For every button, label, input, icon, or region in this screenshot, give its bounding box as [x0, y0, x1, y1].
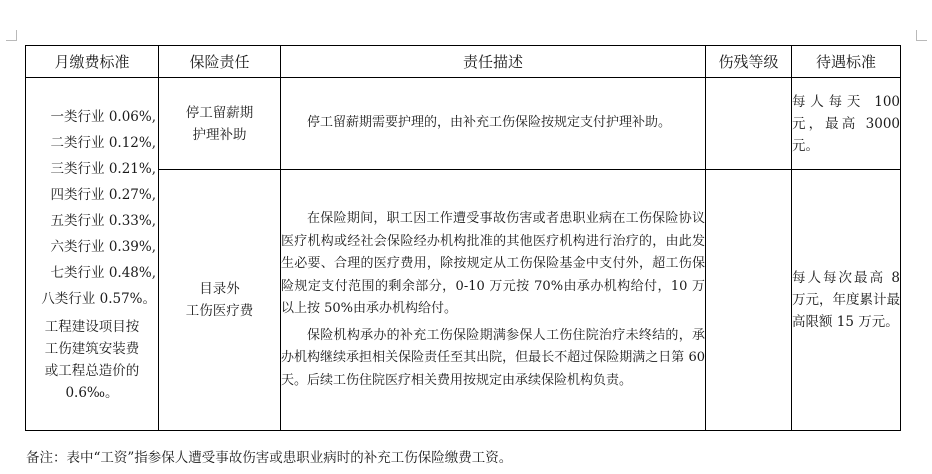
- table-row: [26, 78, 901, 170]
- header-disability-grade: 伤残等级: [706, 46, 792, 78]
- table-header-row: [26, 46, 901, 78]
- footer-note: 备注：表中“工资”指参保人遭受事故伤害或患职业病时的补充工伤保险缴费工资。: [26, 450, 513, 466]
- page-corner-mark-left: [6, 30, 17, 41]
- header-monthly-fee: 月缴费标准: [26, 46, 159, 78]
- insurance-table: [25, 45, 901, 431]
- header-responsibility: 保险责任: [159, 46, 281, 78]
- header-treatment: 待遇标准: [792, 46, 901, 78]
- rate-line: 二类行业 0.12%,: [50, 135, 156, 151]
- rate-line: 七类行业 0.48%,: [50, 265, 156, 281]
- responsibility-cell: 目录外 工伤医疗费: [159, 170, 281, 431]
- description-paragraph: 保险机构承办的补充工伤保险期满参保人工伤住院治疗未终结的，承办机构继续承担相关保险责任至其出院，但最长不超过保险期满之日第 60 天。后续工伤住院医疗相关费用按规定由承续保险机构负责。: [281, 327, 705, 388]
- description-cell: [281, 170, 706, 431]
- rate-line: 一类行业 0.06%,: [50, 109, 156, 125]
- description-text: 停工留薪期需要护理的，由补充工伤保险按规定支付护理补助。: [307, 115, 672, 131]
- treatment-cell: 每人每次最高 8 万元，年度累计最高限额 15 万元。: [792, 170, 901, 431]
- description-cell: [281, 78, 706, 170]
- disability-grade-cell: [706, 78, 792, 170]
- disability-grade-cell: [706, 170, 792, 431]
- monthly-fee-cell: [26, 78, 159, 431]
- rate-line: 六类行业 0.39%,: [50, 239, 156, 255]
- rate-line: 三类行业 0.21%,: [50, 161, 156, 177]
- rate-line: 四类行业 0.27%,: [50, 187, 156, 203]
- description-paragraph: 在保险期间，职工因工作遭受事故伤害或者患职业病在工伤保险协议医疗机构或经社会保险经办机构批准的其他医疗机构进行治疗的，由此发生必要、合理的医疗费用，除按规定从工伤保险基金中支付外，超工伤保险规定支付范围的剩余部分，0-10 万元按 70%由承办机构给付，10 万以上按 50%由承办机构给付。: [281, 211, 705, 316]
- header-description: 责任描述: [281, 46, 706, 78]
- rate-line: 五类行业 0.33%,: [50, 213, 156, 229]
- rate-line: 八类行业 0.57%。: [41, 291, 156, 307]
- responsibility-cell: 停工留薪期 护理补助: [159, 78, 281, 170]
- construction-rate-note: 工程建设项目按 工伤建筑安装费 或工程总造价的 0.6‰。: [44, 319, 140, 401]
- page-corner-mark-right: [916, 30, 927, 41]
- treatment-cell: 每人每天 100 元，最高 3000 元。: [792, 78, 901, 170]
